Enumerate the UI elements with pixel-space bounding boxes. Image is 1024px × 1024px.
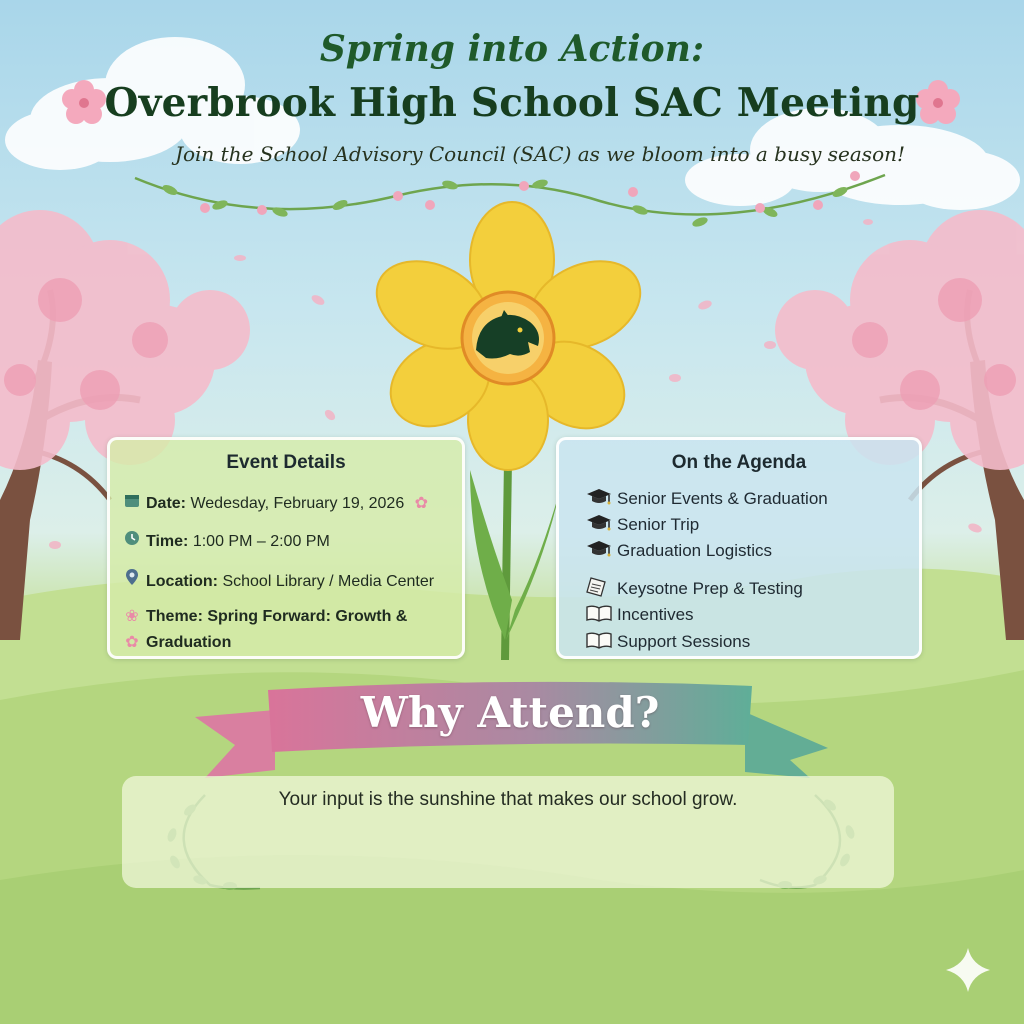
time-row [122, 530, 330, 551]
time-label: Time: [146, 533, 189, 550]
subtitle: Join the School Advisory Council (SAC) as we bloom into a busy season! [174, 142, 906, 166]
why-attend-message: Your input is the sunshine that makes our school grow. [278, 789, 738, 810]
agenda-item [585, 514, 699, 537]
agenda-heading: On the Agenda [671, 452, 807, 473]
date-row [122, 492, 428, 513]
location-value: School Library / Media Center [218, 573, 435, 590]
clock-icon [122, 530, 142, 551]
theme-row [122, 606, 407, 626]
agenda-item-text: Support Sessions [617, 631, 751, 651]
tulip-icon: ❀ [125, 608, 139, 625]
agenda-item-text: Keysotne Prep & Testing [617, 578, 803, 598]
date-label: Date: [146, 495, 187, 512]
tagline: Spring into Action: [319, 28, 705, 70]
agenda-item-text: Graduation Logistics [617, 540, 772, 560]
calendar-icon [122, 492, 142, 513]
book-icon [585, 631, 613, 654]
graduation-cap-icon [585, 488, 613, 511]
flower-icon: ✿ [125, 634, 139, 651]
agenda-item [585, 540, 772, 563]
agenda-item-text: Incentives [617, 604, 694, 624]
agenda-item [585, 631, 750, 654]
graduation-cap-icon [585, 540, 613, 563]
theme-continued-row [122, 632, 231, 652]
location-pin-icon [122, 568, 142, 591]
agenda-item-text: Senior Events & Graduation [617, 488, 828, 508]
location-row [122, 568, 434, 591]
book-icon [585, 604, 613, 627]
why-attend-heading: Why Attend? [360, 688, 660, 737]
event-details-heading: Event Details [226, 452, 346, 473]
graduation-cap-icon [585, 514, 613, 537]
theme-label-continued: Graduation [146, 634, 232, 651]
agenda-item [585, 576, 803, 603]
event-details-card [107, 437, 465, 659]
agenda-card [556, 437, 922, 659]
page-title: Overbrook High School SAC Meeting [104, 80, 920, 126]
location-label: Location: [146, 573, 218, 590]
flower-icon: ✿ [414, 495, 429, 512]
date-value: Wedesday, February 19, 2026 [186, 495, 405, 512]
time-value: 1:00 PM – 2:00 PM [188, 533, 330, 550]
agenda-item [585, 488, 828, 511]
document-icon [585, 576, 613, 603]
agenda-item [585, 604, 694, 627]
theme-label: Theme: Spring Forward: Growth & [146, 608, 408, 625]
agenda-item-text: Senior Trip [617, 514, 700, 534]
